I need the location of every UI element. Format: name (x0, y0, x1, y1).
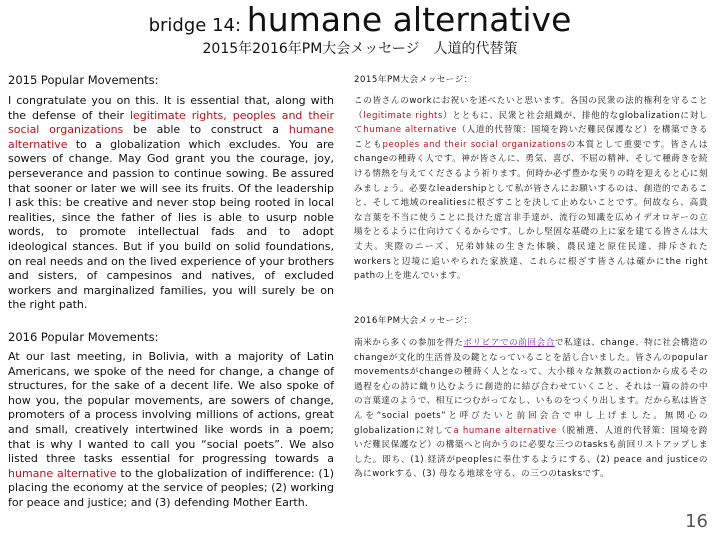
text-segment: で私達は、change、特に社会構造のchangeが文化的生活普及の鍵となっていることを話し合いました。皆さんのpopular movementsがchangeの種蒔く人となって、大小様々な無数のactionから成るその過程を心の詩に織り込むように創造的に結び合わせていくこと、それは一篇の詩の中の言葉達のようで、相互につむがってなし、いものをつくり出します。だから私は皆さんを“social poets”と呼びたいと前回会合で申し上げました。無関心のglobalizationに対して (354, 338, 708, 436)
text-segment: be able to construct a (123, 123, 289, 137)
paragraph-2016-jp (354, 336, 708, 482)
paragraph-2016-en (8, 350, 334, 511)
text-segment: の本質として重要です。皆さんはchangeの種蒔く人です。神が皆さんに、勇気、喜び、不屈の精神、そして種蒔きを続ける情熱を与えてくださるよう祈ります。何時か必ず豊かな実りの時を迎えると心に刻みましょう。必要なleadershipとして私が皆さんにお願いするのは、創造的であること、そして地域のrealitiesに根ざすことを決して止めないことです。何故なら、高貴な言葉を不当に使うことに長けた虚言非手達が、流行の知識を広めイデオロギーの立場をとるように仕向けてくるからです。しかし堅固な基礎の上に家を建てる皆さんは大丈夫。実際のニーズ、兄弟姉妹の生きた体験、農民達と原住民達、排斥されたworkersと辺境に追いやられた家族達、これらに根ざす皆さんは確かにthe right pathの上を進んでいます。 (354, 139, 708, 282)
title-main: humane alternative (246, 0, 572, 39)
paragraph-2015-en (8, 94, 334, 313)
highlight-humane-alternative-jp: humane alternative (363, 125, 458, 136)
text-segment: At our last meeting, in Bolivia, with a majority of Latin Americans, we spoke of the need for change, a change of structures, for the sake of a decent life. We also spoke of how you, the popular movements, are sowers of change, promoters of a process involving millions of actions, great and small, creatively intertwined like words in a poem; that is why I wanted to call you “social poets”. We also listed three tasks essential for progressing towards a (8, 350, 334, 466)
text-segment: ）とともに、民衆と社会組織が、排他的なglobalizationに対して (354, 110, 708, 136)
page-number: 16 (685, 511, 708, 532)
heading-2015-en: 2015 Popular Movements: (8, 73, 159, 87)
highlight-legitimate-rights: legitimate rights, peoples and their social organizations (8, 108, 334, 137)
page-title (0, 0, 720, 38)
heading-2016-jp: 2016年PM大会メッセージ： (354, 316, 473, 326)
paragraph-2015-jp (354, 94, 708, 284)
highlight-humane-alternative: humane alternative (8, 123, 334, 151)
text-segment: この皆さんのworkにお祝いを述べたいと思います。各国の民衆の法的権利を守ること（ (354, 96, 708, 121)
bolivia-meeting-link[interactable]: ボリビアでの前回会合 (463, 338, 555, 348)
highlight-peoples-organizations-jp: peoples and their social organizations (382, 139, 567, 150)
heading-2015-jp: 2015年PM大会メッセージ： (354, 75, 473, 85)
title-prefix: bridge 14: (148, 15, 247, 36)
highlight-humane-alternative-jp: a humane alternative (453, 425, 557, 436)
highlight-humane-alternative: humane alternative (8, 466, 117, 480)
text-segment: to the globalization of indifference: (1) placing the economy at the service of peoples; (2) working for peace and justice; and (3) defending Mother Earth. (8, 466, 334, 509)
text-segment: （脱補選、人道的代替策：国境を跨いだ難民保護など）の構築へと向かうのに必要な三つのtasksも前回リストアップしました。即ち、(1) 経済がpeoplesに奉仕するようにする、(2) peace and justiceの為にworkする、(3) 母なる地球を守る、の三つのtasksです。 (354, 425, 708, 480)
text-segment: 南米から多くの参加を得た (354, 338, 464, 348)
highlight-legitimate-rights-jp: legitimate rights (363, 110, 443, 121)
heading-2016-en: 2016 Popular Movements: (8, 330, 159, 344)
text-segment: I congratulate you on this. It is essential that, along with the defense of their (8, 94, 334, 122)
page-subtitle: 2015年2016年PM大会メッセージ 人道的代替策 (202, 41, 518, 57)
text-segment: （人道的代替策：国境を跨いだ難民保護など）を構築できることも (354, 125, 708, 150)
text-segment: to a globalization which excludes. You are sowers of change. May God grant you the courage, joy, perseverance and passion to continue sowing. Be assured that sooner or later we will see its fruits. Of the leadership I ask this: be creative and never stop being rooted in local realities, since the father of lies is able to usurp noble words, to promote intellectual fads and to adopt ideological stances. But if you build on solid foundations, on real needs and on the lived experience of your brothers and sisters, of campesinos and natives, of excluded workers and marginalized families, you will surely be on the right path. (8, 137, 334, 312)
